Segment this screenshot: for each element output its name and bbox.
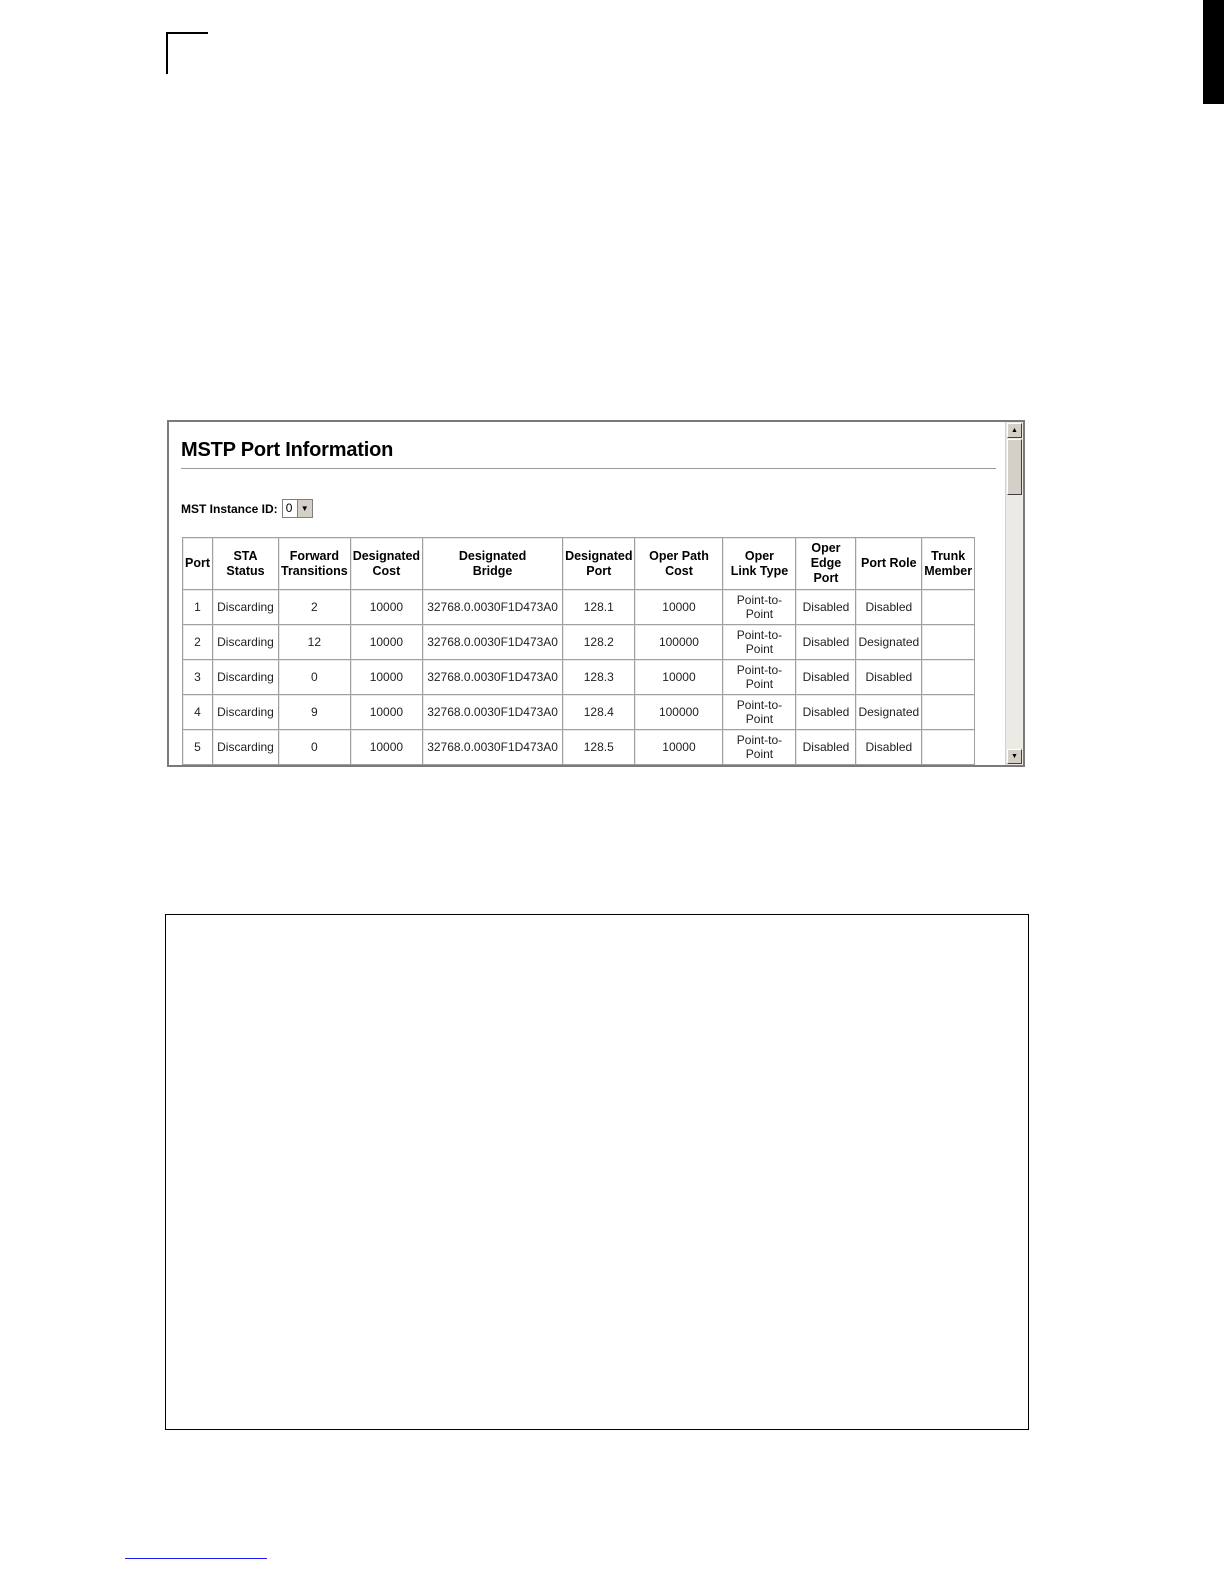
table-cell: 10000: [351, 660, 423, 695]
table-cell: Discarding: [213, 695, 279, 730]
table-cell: Point-to- Point: [723, 590, 796, 625]
table-cell: 4: [183, 695, 213, 730]
table-cell: Designated: [856, 695, 922, 730]
table-cell: 10000: [635, 590, 723, 625]
table-cell: Disabled: [796, 590, 856, 625]
table-cell: 1: [183, 590, 213, 625]
table-cell: [922, 625, 975, 660]
table-cell: 5: [183, 730, 213, 765]
column-header: Oper Path Cost: [635, 538, 723, 590]
page-edge-tab: [1203, 0, 1224, 104]
table-cell: 0: [279, 730, 351, 765]
table-cell: 10000: [351, 730, 423, 765]
column-header: Designated Port: [563, 538, 635, 590]
table-cell: 32768.0.0030F1D473A0: [423, 695, 563, 730]
page-title: MSTP Port Information: [181, 439, 394, 461]
table-cell: 128.2: [563, 625, 635, 660]
table-row: [183, 730, 975, 765]
table-cell: 2: [183, 625, 213, 660]
table-cell: Point-to- Point: [723, 660, 796, 695]
table-cell: 12: [279, 625, 351, 660]
column-header: Port: [183, 538, 213, 590]
scroll-down-icon[interactable]: ▼: [1007, 749, 1022, 764]
table-cell: 128.3: [563, 660, 635, 695]
mst-instance-value: 0: [285, 501, 293, 515]
table-cell: Discarding: [213, 660, 279, 695]
table-cell: 3: [183, 660, 213, 695]
table-cell: Designated: [856, 625, 922, 660]
table-cell: 100000: [635, 695, 723, 730]
table-row: [183, 660, 975, 695]
table-cell: 2: [279, 590, 351, 625]
table-cell: Disabled: [856, 660, 922, 695]
table-cell: 10000: [351, 625, 423, 660]
table-cell: [922, 730, 975, 765]
chevron-down-icon[interactable]: ▼: [297, 500, 312, 517]
frame-content: [169, 422, 1005, 765]
table-cell: 0: [279, 660, 351, 695]
table-cell: [922, 660, 975, 695]
table-cell: [922, 695, 975, 730]
mst-instance-row: [181, 499, 313, 518]
table-cell: Disabled: [796, 695, 856, 730]
table-cell: Disabled: [796, 660, 856, 695]
table-cell: Disabled: [856, 590, 922, 625]
table-cell: Discarding: [213, 730, 279, 765]
table-cell: Discarding: [213, 625, 279, 660]
column-header: Forward Transitions: [279, 538, 351, 590]
crop-mark-vertical: [166, 32, 168, 74]
column-header: Trunk Member: [922, 538, 975, 590]
table-cell: 9: [279, 695, 351, 730]
table-row: [183, 625, 975, 660]
table-cell: 128.5: [563, 730, 635, 765]
column-header: Designated Cost: [351, 538, 423, 590]
scroll-up-icon[interactable]: ▲: [1007, 423, 1022, 438]
table-cell: 32768.0.0030F1D473A0: [423, 730, 563, 765]
footer-link-underline: [125, 1558, 267, 1559]
table-cell: 128.1: [563, 590, 635, 625]
scroll-thumb[interactable]: [1007, 439, 1022, 495]
table-cell: 32768.0.0030F1D473A0: [423, 625, 563, 660]
table-cell: Point-to- Point: [723, 730, 796, 765]
mstp-port-information-screenshot: [167, 420, 1025, 767]
column-header: Designated Bridge: [423, 538, 563, 590]
table-cell: 32768.0.0030F1D473A0: [423, 590, 563, 625]
table-cell: [922, 590, 975, 625]
table-cell: 10000: [635, 730, 723, 765]
table-cell: 100000: [635, 625, 723, 660]
table-cell: 32768.0.0030F1D473A0: [423, 660, 563, 695]
vertical-scrollbar[interactable]: [1005, 422, 1023, 765]
table-header-row: [183, 538, 975, 590]
empty-figure-box: [165, 914, 1029, 1430]
table-cell: Point-to- Point: [723, 695, 796, 730]
table-row: [183, 590, 975, 625]
table-cell: Discarding: [213, 590, 279, 625]
port-table: [182, 537, 975, 765]
column-header: STA Status: [213, 538, 279, 590]
table-cell: Disabled: [856, 730, 922, 765]
column-header: Oper Edge Port: [796, 538, 856, 590]
table-row: [183, 695, 975, 730]
table-cell: 10000: [351, 695, 423, 730]
column-header: Oper Link Type: [723, 538, 796, 590]
mst-instance-label: MST Instance ID:: [181, 501, 278, 516]
mst-instance-select[interactable]: [282, 499, 313, 518]
table-cell: 128.4: [563, 695, 635, 730]
table-cell: 10000: [635, 660, 723, 695]
table-cell: Disabled: [796, 625, 856, 660]
crop-mark-horizontal: [166, 32, 208, 34]
title-divider: [181, 468, 996, 469]
table-cell: Point-to- Point: [723, 625, 796, 660]
column-header: Port Role: [856, 538, 922, 590]
table-cell: Disabled: [796, 730, 856, 765]
table-cell: 10000: [351, 590, 423, 625]
table-body: [183, 590, 975, 765]
